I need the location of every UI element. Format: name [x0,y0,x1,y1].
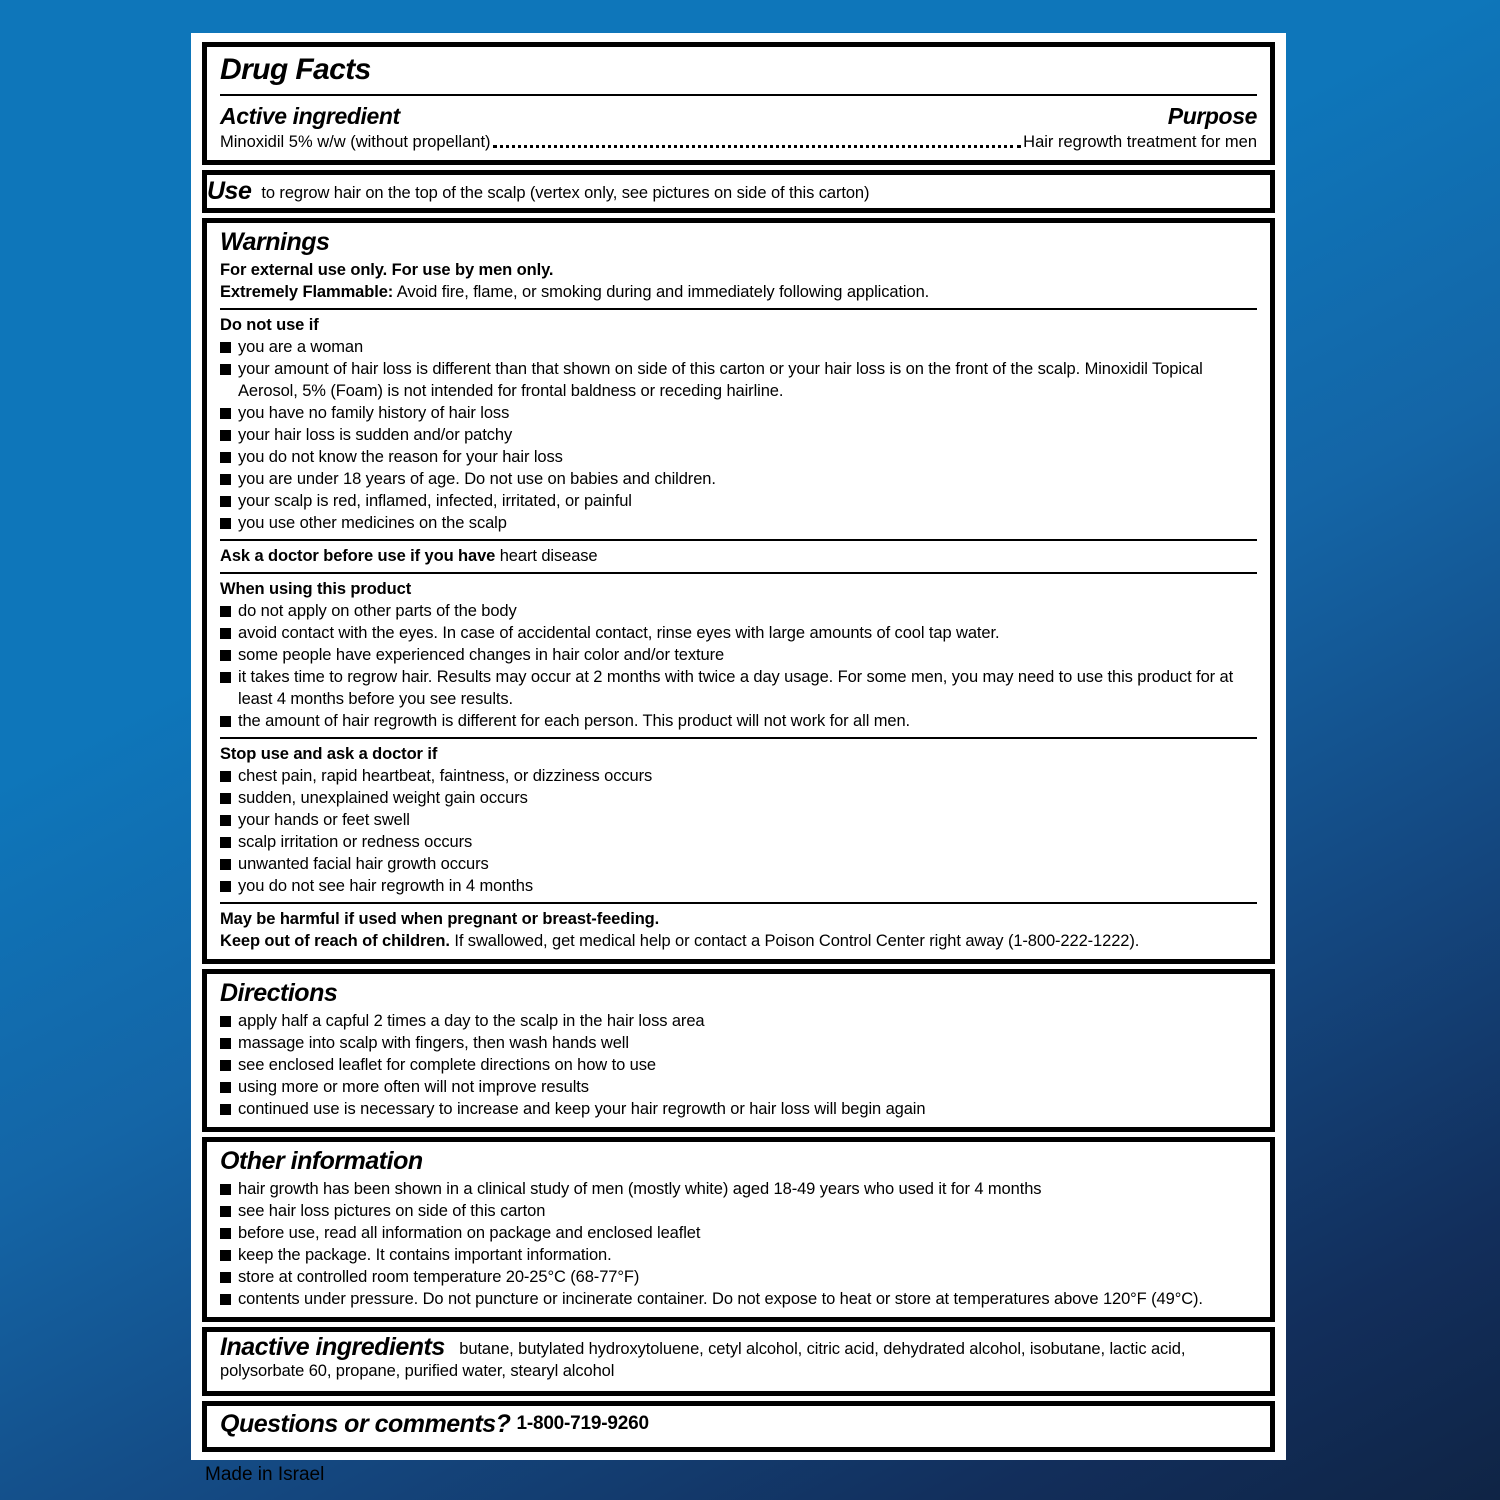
bullet-text: sudden, unexplained weight gain occurs [238,789,528,807]
bullet-square-icon [220,859,231,870]
bullet-item [220,809,1257,831]
bullet-item [220,468,1257,490]
bullet-square-icon [220,1104,231,1115]
bullet-text: using more or more often will not improve results [238,1078,589,1096]
questions-phone-number: 1-800-719-9260 [516,1413,649,1434]
bullet-text: your hair loss is sudden and/or patchy [238,426,513,444]
divider [220,572,1257,574]
dotted-leader [493,145,1022,148]
bullet-text: you are under 18 years of age. Do not use on babies and children. [238,470,716,488]
section-use [202,170,1275,213]
bullet-square-icon [220,342,231,353]
bullet-text: store at controlled room temperature 20-25°C (68-77°F) [238,1268,640,1286]
bullet-text: you are a woman [238,338,364,356]
bullet-item [220,1098,1257,1120]
bullet-item [220,1244,1257,1266]
bullet-square-icon [220,364,231,375]
bullet-square-icon [220,518,231,529]
bullet-text: it takes time to regrow hair. Results may occur at 2 months with twice a day usage. For some men, you may need to use this product for at least 4 months before you see results. [238,668,1234,708]
warnings-heading: Warnings [220,228,330,256]
bullet-text: continued use is necessary to increase and keep your hair regrowth or hair loss will begin again [238,1100,926,1118]
bullet-text: contents under pressure. Do not puncture or incinerate container. Do not expose to heat or store at temperatures above 120°F (49°C). [238,1290,1203,1308]
bullet-square-icon [220,1294,231,1305]
do-not-use-heading: Do not use if [220,316,319,334]
bullet-text: some people have experienced changes in hair color and/or texture [238,646,725,664]
bullet-item [220,875,1257,897]
divider [220,308,1257,310]
bullet-item [220,1222,1257,1244]
other-information-list [220,1178,1257,1310]
bullet-square-icon [220,1272,231,1283]
bullet-text: see enclosed leaflet for complete directions on how to use [238,1056,656,1074]
divider [220,902,1257,904]
bullet-square-icon [220,793,231,804]
bullet-item [220,512,1257,534]
bullet-item [220,1076,1257,1098]
divider [220,737,1257,739]
bullet-item [220,1200,1257,1222]
bullet-square-icon [220,1206,231,1217]
bullet-item [220,1010,1257,1032]
bullet-square-icon [220,452,231,463]
section-warnings [202,218,1275,964]
external-use-text: For external use only. For use by men only. [220,261,554,279]
do-not-use-list [220,336,1257,534]
divider [220,539,1257,541]
drug-facts-panel [191,33,1286,1485]
bullet-text: you do not know the reason for your hair loss [238,448,563,466]
bullet-text: you do not see hair regrowth in 4 months [238,877,534,895]
purpose-text: Hair regrowth treatment for men [1023,133,1257,151]
bullet-square-icon [220,628,231,639]
bullet-item [220,424,1257,446]
bullet-item [220,1266,1257,1288]
bullet-text: see hair loss pictures on side of this carton [238,1202,546,1220]
bullet-item [220,1032,1257,1054]
bullet-text: the amount of hair regrowth is different for each person. This product will not work for all men. [238,712,911,730]
bullet-item [220,644,1257,666]
bullet-text: scalp irritation or redness occurs [238,833,473,851]
bullet-square-icon [220,716,231,727]
bullet-item [220,710,1257,732]
bullet-square-icon [220,650,231,661]
bullet-square-icon [220,1082,231,1093]
bullet-item [220,1054,1257,1076]
bullet-text: chest pain, rapid heartbeat, faintness, or dizziness occurs [238,767,653,785]
bullet-text: massage into scalp with fingers, then wash hands well [238,1034,629,1052]
directions-list [220,1010,1257,1120]
bullet-item [220,336,1257,358]
bullet-item [220,622,1257,644]
bullet-item [220,853,1257,875]
made-in-text: Made in Israel [205,1464,325,1485]
when-using-heading: When using this product [220,580,412,598]
bullet-text: your scalp is red, inflamed, infected, irritated, or painful [238,492,632,510]
active-ingredient-name: Minoxidil 5% w/w (without propellant) [220,133,491,151]
bullet-item [220,358,1257,402]
active-ingredient-heading: Active ingredient [220,103,400,129]
bullet-square-icon [220,837,231,848]
flammable-text: Extremely Flammable: Avoid fire, flame, or smoking during and immediately following application. [220,283,930,301]
inactive-ingredients-text: butane, butylated hydroxytoluene, cetyl alcohol, citric acid, dehydrated alcohol, isobutane, lactic acid, polysorbate 60, propane, purified water, stearyl alcohol [220,1340,1186,1380]
bullet-item [220,490,1257,512]
bullet-square-icon [220,1250,231,1261]
bullet-text: before use, read all information on package and enclosed leaflet [238,1224,701,1242]
bullet-square-icon [220,1060,231,1071]
bullet-item [220,666,1257,710]
bullet-square-icon [220,496,231,507]
bullet-square-icon [220,408,231,419]
bullet-item [220,446,1257,468]
keep-out-text: Keep out of reach of children. If swallowed, get medical help or contact a Poison Control Center right away (1-800-222-1222). [220,932,1140,950]
divider [220,94,1257,96]
bullet-item [220,402,1257,424]
use-text: to regrow hair on the top of the scalp (vertex only, see pictures on side of this carton) [261,184,870,202]
questions-heading: Questions or comments? [220,1410,511,1438]
bullet-square-icon [220,1184,231,1195]
bullet-text: apply half a capful 2 times a day to the scalp in the hair loss area [238,1012,705,1030]
bullet-square-icon [220,606,231,617]
bullet-item [220,1288,1257,1310]
section-other-information [202,1137,1275,1322]
bullet-text: your amount of hair loss is different than that shown on side of this carton or your hair loss is on the front of the scalp. Minoxidil Topical Aerosol, 5% (Foam) is not intended for frontal baldness or receding hairline. [238,360,1203,400]
directions-heading: Directions [220,979,338,1007]
bullet-text: unwanted facial hair growth occurs [238,855,489,873]
inactive-ingredients-heading: Inactive ingredients [220,1333,445,1361]
bullet-text: hair growth has been shown in a clinical study of men (mostly white) aged 18-49 years who used it for 4 months [238,1180,1042,1198]
stop-use-heading: Stop use and ask a doctor if [220,745,438,763]
bullet-text: do not apply on other parts of the body [238,602,517,620]
bullet-item [220,765,1257,787]
bullet-square-icon [220,881,231,892]
drug-facts-title: Drug Facts [220,53,371,86]
purpose-heading: Purpose [1167,103,1257,129]
ask-doctor-text: Ask a doctor before use if you have heart disease [220,547,598,565]
section-questions [202,1401,1275,1452]
use-heading: Use [207,177,252,205]
pregnant-warning-text: May be harmful if used when pregnant or breast-feeding. [220,910,660,928]
bullet-item [220,831,1257,853]
bullet-square-icon [220,1228,231,1239]
when-using-list [220,600,1257,732]
section-inactive-ingredients [202,1327,1275,1396]
bullet-square-icon [220,1038,231,1049]
bullet-square-icon [220,474,231,485]
bullet-item [220,787,1257,809]
bullet-square-icon [220,430,231,441]
section-directions [202,969,1275,1132]
bullet-square-icon [220,815,231,826]
bullet-text: keep the package. It contains important information. [238,1246,612,1264]
bullet-square-icon [220,672,231,683]
section-active-ingredient [202,42,1275,165]
bullet-item [220,1178,1257,1200]
stop-use-list [220,765,1257,897]
bullet-text: avoid contact with the eyes. In case of accidental contact, rinse eyes with large amounts of cool tap water. [238,624,1000,642]
bullet-text: your hands or feet swell [238,811,410,829]
bullet-text: you use other medicines on the scalp [238,514,507,532]
bullet-item [220,600,1257,622]
other-information-heading: Other information [220,1147,423,1175]
bullet-square-icon [220,771,231,782]
bullet-square-icon [220,1016,231,1027]
bullet-text: you have no family history of hair loss [238,404,510,422]
